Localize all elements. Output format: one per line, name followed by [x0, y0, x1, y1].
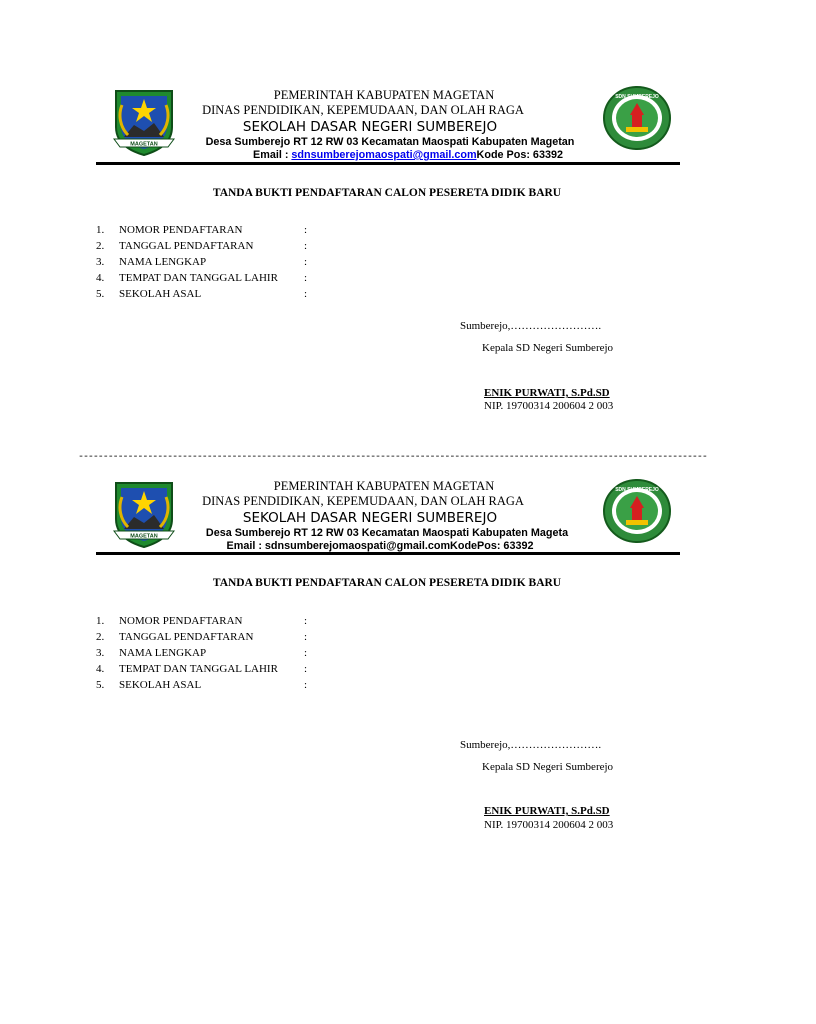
signature-name: ENIK PURWATI, S.Pd.SD	[484, 805, 610, 817]
school-logo-ring-text: SDN SUMBEREJO	[615, 487, 659, 493]
kop-email-line	[0, 540, 760, 552]
signature-position: Kepala SD Negeri Sumberejo	[482, 761, 614, 773]
kop-school-name: SEKOLAH DASAR NEGERI SUMBEREJO	[242, 510, 498, 526]
registration-field-list: 1. NOMOR PENDAFTARAN : 2. TANGGAL PENDAFTARAN : 3. NAMA LENGKAP : 4. TEMPAT DAN TANGGAL LAHIR : 5. SEKOLAH ASAL :	[96, 615, 308, 691]
emblem-ribbon-text: MAGETAN	[130, 533, 158, 540]
kop-address: Desa Sumberejo RT 12 RW 03 Kecamatan Maospati Kabupaten Magetan	[205, 136, 575, 148]
signature-nip: NIP. 19700314 200604 2 003	[484, 400, 614, 412]
kop-school-name: SEKOLAH DASAR NEGERI SUMBEREJO	[242, 119, 498, 135]
form-title: TANDA BUKTI PENDAFTARAN CALON PESERETA DIDIK BARU	[212, 187, 562, 199]
kop-government: PEMERINTAH KABUPATEN MAGETAN	[273, 479, 495, 493]
email-link[interactable]: sdnsumberejomaospati@gmail.com	[291, 149, 477, 161]
kop-divider	[96, 162, 680, 165]
kop-divider	[96, 552, 680, 555]
email-prefix: Email :	[226, 540, 265, 552]
form-title: TANDA BUKTI PENDAFTARAN CALON PESERETA DIDIK BARU	[212, 577, 562, 589]
email-prefix: Email :	[253, 149, 292, 161]
signature-place-date: Sumberejo,…………………….	[460, 739, 602, 751]
kop-address: Desa Sumberejo RT 12 RW 03 Kecamatan Maospati Kabupaten Mageta	[205, 527, 569, 539]
kop-department: DINAS PENDIDIKAN, KEPEMUDAAN, DAN OLAH RAGA	[202, 494, 524, 508]
signature-position: Kepala SD Negeri Sumberejo	[482, 342, 614, 354]
kop-government: PEMERINTAH KABUPATEN MAGETAN	[273, 88, 495, 102]
cut-line: -------------------------------------------------------------------------------------------------------------------------------	[78, 452, 707, 463]
emblem-ribbon-text: MAGETAN	[130, 141, 158, 148]
registration-field-list: 1. NOMOR PENDAFTARAN : 2. TANGGAL PENDAFTARAN : 3. NAMA LENGKAP : 4. TEMPAT DAN TANGGAL LAHIR : 5. SEKOLAH ASAL :	[96, 224, 308, 300]
school-logo-ring-text: SDN SUMBEREJO	[615, 94, 659, 100]
kop-email-line	[0, 149, 816, 161]
signature-nip: NIP. 19700314 200604 2 003	[484, 819, 614, 831]
kode-pos: Kode Pos: 63392	[476, 149, 563, 161]
kop-department: DINAS PENDIDIKAN, KEPEMUDAAN, DAN OLAH RAGA	[202, 103, 524, 117]
kode-pos: KodePos: 63392	[450, 540, 534, 552]
signature-name: ENIK PURWATI, S.Pd.SD	[484, 387, 610, 399]
email-text: sdnsumberejomaospati@gmail.com	[264, 540, 451, 552]
signature-place-date: Sumberejo,…………………….	[460, 320, 602, 332]
